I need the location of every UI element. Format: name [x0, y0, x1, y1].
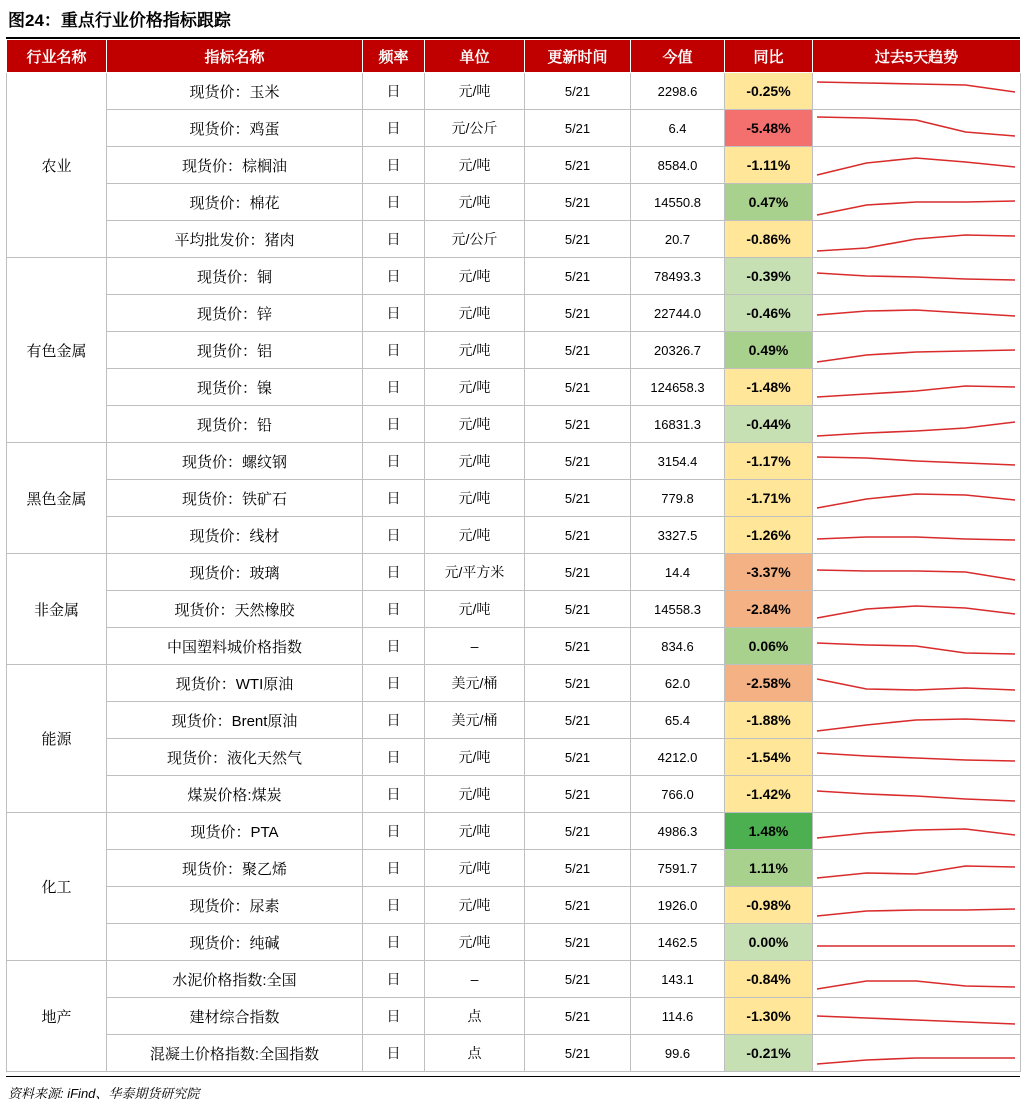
trend-sparkline [813, 776, 1021, 813]
table-row [7, 517, 1021, 554]
update-date: 5/21 [525, 258, 631, 295]
trend-sparkline [813, 924, 1021, 961]
yoy-change: 1.48% [725, 813, 813, 850]
update-date: 5/21 [525, 147, 631, 184]
unit-value: 元/公斤 [425, 221, 525, 258]
frequency-value: 日 [363, 739, 425, 776]
unit-value: 元/吨 [425, 887, 525, 924]
trend-sparkline [813, 443, 1021, 480]
frequency-value: 日 [363, 406, 425, 443]
indicator-name: 现货价：锌 [107, 295, 363, 332]
trend-sparkline [813, 295, 1021, 332]
current-value: 20.7 [631, 221, 725, 258]
yoy-change: -0.39% [725, 258, 813, 295]
trend-sparkline [813, 480, 1021, 517]
sector-label: 能源 [7, 665, 107, 813]
trend-sparkline [813, 813, 1021, 850]
current-value: 8584.0 [631, 147, 725, 184]
yoy-change: -2.84% [725, 591, 813, 628]
frequency-value: 日 [363, 480, 425, 517]
update-date: 5/21 [525, 665, 631, 702]
unit-value: 元/吨 [425, 739, 525, 776]
indicator-name: 现货价：尿素 [107, 887, 363, 924]
update-date: 5/21 [525, 443, 631, 480]
unit-value: 元/吨 [425, 443, 525, 480]
indicator-name: 现货价：铅 [107, 406, 363, 443]
trend-sparkline [813, 739, 1021, 776]
column-header-currentvalue: 今值 [631, 40, 725, 73]
frequency-value: 日 [363, 628, 425, 665]
frequency-value: 日 [363, 258, 425, 295]
update-date: 5/21 [525, 369, 631, 406]
yoy-change: 0.06% [725, 628, 813, 665]
indicator-name: 现货价：玉米 [107, 73, 363, 110]
update-date: 5/21 [525, 591, 631, 628]
trend-sparkline [813, 73, 1021, 110]
table-row [7, 554, 1021, 591]
indicator-name: 平均批发价：猪肉 [107, 221, 363, 258]
table-row [7, 147, 1021, 184]
unit-value: 元/吨 [425, 295, 525, 332]
frequency-value: 日 [363, 73, 425, 110]
yoy-change: -0.98% [725, 887, 813, 924]
trend-sparkline [813, 184, 1021, 221]
update-date: 5/21 [525, 184, 631, 221]
table-row [7, 628, 1021, 665]
trend-sparkline [813, 332, 1021, 369]
frequency-value: 日 [363, 443, 425, 480]
current-value: 1462.5 [631, 924, 725, 961]
yoy-change: -1.42% [725, 776, 813, 813]
update-date: 5/21 [525, 517, 631, 554]
table-row [7, 73, 1021, 110]
update-date: 5/21 [525, 110, 631, 147]
frequency-value: 日 [363, 221, 425, 258]
unit-value: 元/吨 [425, 480, 525, 517]
trend-sparkline [813, 665, 1021, 702]
update-date: 5/21 [525, 961, 631, 998]
trend-sparkline [813, 998, 1021, 1035]
table-row [7, 295, 1021, 332]
trend-sparkline [813, 554, 1021, 591]
unit-value: 元/吨 [425, 332, 525, 369]
indicator-name: 现货价：镍 [107, 369, 363, 406]
unit-value: 元/公斤 [425, 110, 525, 147]
table-row [7, 369, 1021, 406]
frequency-value: 日 [363, 850, 425, 887]
trend-sparkline [813, 258, 1021, 295]
table-row [7, 480, 1021, 517]
frequency-value: 日 [363, 1035, 425, 1072]
current-value: 99.6 [631, 1035, 725, 1072]
yoy-change: -0.86% [725, 221, 813, 258]
frequency-value: 日 [363, 184, 425, 221]
table-row [7, 776, 1021, 813]
trend-sparkline [813, 406, 1021, 443]
yoy-change: -3.37% [725, 554, 813, 591]
frequency-value: 日 [363, 332, 425, 369]
table-row [7, 813, 1021, 850]
table-row [7, 924, 1021, 961]
column-header-indicator: 指标名称 [107, 40, 363, 73]
indicator-name: 混凝土价格指数:全国指数 [107, 1035, 363, 1072]
indicator-name: 现货价：WTI原油 [107, 665, 363, 702]
indicator-name: 水泥价格指数:全国 [107, 961, 363, 998]
sector-label: 有色金属 [7, 258, 107, 443]
current-value: 1926.0 [631, 887, 725, 924]
unit-value: 元/吨 [425, 813, 525, 850]
frequency-value: 日 [363, 813, 425, 850]
current-value: 4212.0 [631, 739, 725, 776]
unit-value: 元/吨 [425, 850, 525, 887]
current-value: 124658.3 [631, 369, 725, 406]
update-date: 5/21 [525, 739, 631, 776]
trend-sparkline [813, 628, 1021, 665]
current-value: 3154.4 [631, 443, 725, 480]
table-row [7, 332, 1021, 369]
yoy-change: 0.49% [725, 332, 813, 369]
current-value: 14550.8 [631, 184, 725, 221]
frequency-value: 日 [363, 295, 425, 332]
yoy-change: -1.48% [725, 369, 813, 406]
source-note: 资料来源: iFind、华泰期货研究院 [6, 1076, 1020, 1106]
current-value: 65.4 [631, 702, 725, 739]
current-value: 22744.0 [631, 295, 725, 332]
yoy-change: -1.26% [725, 517, 813, 554]
frequency-value: 日 [363, 517, 425, 554]
trend-sparkline [813, 369, 1021, 406]
update-date: 5/21 [525, 332, 631, 369]
trend-sparkline [813, 1035, 1021, 1072]
indicator-name: 现货价：液化天然气 [107, 739, 363, 776]
yoy-change: 0.00% [725, 924, 813, 961]
indicator-name: 现货价：玻璃 [107, 554, 363, 591]
page-title: 图24：重点行业价格指标跟踪 [6, 0, 1020, 39]
yoy-change: -1.88% [725, 702, 813, 739]
update-date: 5/21 [525, 628, 631, 665]
unit-value: 元/平方米 [425, 554, 525, 591]
sector-label: 化工 [7, 813, 107, 961]
column-header-yoy: 同比 [725, 40, 813, 73]
column-header-sector: 行业名称 [7, 40, 107, 73]
table-row [7, 887, 1021, 924]
unit-value: 美元/桶 [425, 702, 525, 739]
current-value: 766.0 [631, 776, 725, 813]
indicator-name: 现货价：螺纹钢 [107, 443, 363, 480]
current-value: 114.6 [631, 998, 725, 1035]
current-value: 62.0 [631, 665, 725, 702]
frequency-value: 日 [363, 702, 425, 739]
current-value: 4986.3 [631, 813, 725, 850]
frequency-value: 日 [363, 369, 425, 406]
current-value: 20326.7 [631, 332, 725, 369]
unit-value: 元/吨 [425, 147, 525, 184]
update-date: 5/21 [525, 813, 631, 850]
update-date: 5/21 [525, 480, 631, 517]
trend-sparkline [813, 517, 1021, 554]
column-header-updatetime: 更新时间 [525, 40, 631, 73]
table-row [7, 1035, 1021, 1072]
yoy-change: -1.11% [725, 147, 813, 184]
yoy-change: -0.21% [725, 1035, 813, 1072]
current-value: 143.1 [631, 961, 725, 998]
update-date: 5/21 [525, 776, 631, 813]
yoy-change: -0.46% [725, 295, 813, 332]
indicator-name: 现货价：聚乙烯 [107, 850, 363, 887]
sector-label: 非金属 [7, 554, 107, 665]
frequency-value: 日 [363, 591, 425, 628]
yoy-change: 1.11% [725, 850, 813, 887]
trend-sparkline [813, 591, 1021, 628]
update-date: 5/21 [525, 554, 631, 591]
unit-value: 元/吨 [425, 924, 525, 961]
yoy-change: -0.84% [725, 961, 813, 998]
update-date: 5/21 [525, 887, 631, 924]
trend-sparkline [813, 887, 1021, 924]
table-header-row [7, 40, 1021, 73]
indicator-name: 现货价：铁矿石 [107, 480, 363, 517]
update-date: 5/21 [525, 221, 631, 258]
unit-value: – [425, 961, 525, 998]
yoy-change: -0.44% [725, 406, 813, 443]
table-row [7, 591, 1021, 628]
indicator-name: 现货价：PTA [107, 813, 363, 850]
trend-sparkline [813, 702, 1021, 739]
table-row [7, 739, 1021, 776]
update-date: 5/21 [525, 850, 631, 887]
frequency-value: 日 [363, 147, 425, 184]
trend-sparkline [813, 221, 1021, 258]
indicator-name: 现货价：线材 [107, 517, 363, 554]
unit-value: 元/吨 [425, 258, 525, 295]
unit-value: 美元/桶 [425, 665, 525, 702]
indicator-name: 现货价：铝 [107, 332, 363, 369]
yoy-change: -1.17% [725, 443, 813, 480]
indicator-name: 中国塑料城价格指数 [107, 628, 363, 665]
unit-value: 元/吨 [425, 369, 525, 406]
indicator-name: 现货价：棉花 [107, 184, 363, 221]
current-value: 2298.6 [631, 73, 725, 110]
update-date: 5/21 [525, 998, 631, 1035]
column-header-trend: 过去5天趋势 [813, 40, 1021, 73]
yoy-change: -1.54% [725, 739, 813, 776]
table-row [7, 443, 1021, 480]
price-index-table [6, 39, 1021, 1072]
unit-value: 点 [425, 1035, 525, 1072]
table-row [7, 406, 1021, 443]
current-value: 7591.7 [631, 850, 725, 887]
indicator-name: 现货价：鸡蛋 [107, 110, 363, 147]
update-date: 5/21 [525, 924, 631, 961]
frequency-value: 日 [363, 110, 425, 147]
current-value: 14.4 [631, 554, 725, 591]
indicator-name: 现货价：棕榈油 [107, 147, 363, 184]
frequency-value: 日 [363, 887, 425, 924]
table-row [7, 258, 1021, 295]
indicator-name: 煤炭价格:煤炭 [107, 776, 363, 813]
table-row [7, 702, 1021, 739]
yoy-change: -2.58% [725, 665, 813, 702]
indicator-name: 现货价：天然橡胶 [107, 591, 363, 628]
trend-sparkline [813, 961, 1021, 998]
unit-value: 元/吨 [425, 591, 525, 628]
table-row [7, 184, 1021, 221]
current-value: 6.4 [631, 110, 725, 147]
unit-value: 元/吨 [425, 184, 525, 221]
column-header-frequency: 频率 [363, 40, 425, 73]
trend-sparkline [813, 147, 1021, 184]
unit-value: – [425, 628, 525, 665]
trend-sparkline [813, 110, 1021, 147]
update-date: 5/21 [525, 702, 631, 739]
yoy-change: -1.71% [725, 480, 813, 517]
unit-value: 点 [425, 998, 525, 1035]
frequency-value: 日 [363, 924, 425, 961]
sector-label: 黑色金属 [7, 443, 107, 554]
current-value: 834.6 [631, 628, 725, 665]
indicator-name: 现货价：Brent原油 [107, 702, 363, 739]
sector-label: 农业 [7, 73, 107, 258]
current-value: 3327.5 [631, 517, 725, 554]
indicator-name: 现货价：铜 [107, 258, 363, 295]
frequency-value: 日 [363, 776, 425, 813]
unit-value: 元/吨 [425, 776, 525, 813]
column-header-unit: 单位 [425, 40, 525, 73]
current-value: 16831.3 [631, 406, 725, 443]
table-row [7, 850, 1021, 887]
yoy-change: -1.30% [725, 998, 813, 1035]
sector-label: 地产 [7, 961, 107, 1072]
unit-value: 元/吨 [425, 406, 525, 443]
update-date: 5/21 [525, 406, 631, 443]
current-value: 14558.3 [631, 591, 725, 628]
current-value: 779.8 [631, 480, 725, 517]
frequency-value: 日 [363, 961, 425, 998]
table-row [7, 998, 1021, 1035]
indicator-name: 建材综合指数 [107, 998, 363, 1035]
table-row [7, 110, 1021, 147]
unit-value: 元/吨 [425, 73, 525, 110]
table-row [7, 221, 1021, 258]
frequency-value: 日 [363, 665, 425, 702]
table-body [7, 73, 1021, 1072]
table-row [7, 665, 1021, 702]
unit-value: 元/吨 [425, 517, 525, 554]
current-value: 78493.3 [631, 258, 725, 295]
update-date: 5/21 [525, 295, 631, 332]
update-date: 5/21 [525, 1035, 631, 1072]
yoy-change: 0.47% [725, 184, 813, 221]
indicator-name: 现货价：纯碱 [107, 924, 363, 961]
frequency-value: 日 [363, 554, 425, 591]
yoy-change: -0.25% [725, 73, 813, 110]
yoy-change: -5.48% [725, 110, 813, 147]
frequency-value: 日 [363, 998, 425, 1035]
trend-sparkline [813, 850, 1021, 887]
table-row [7, 961, 1021, 998]
update-date: 5/21 [525, 73, 631, 110]
